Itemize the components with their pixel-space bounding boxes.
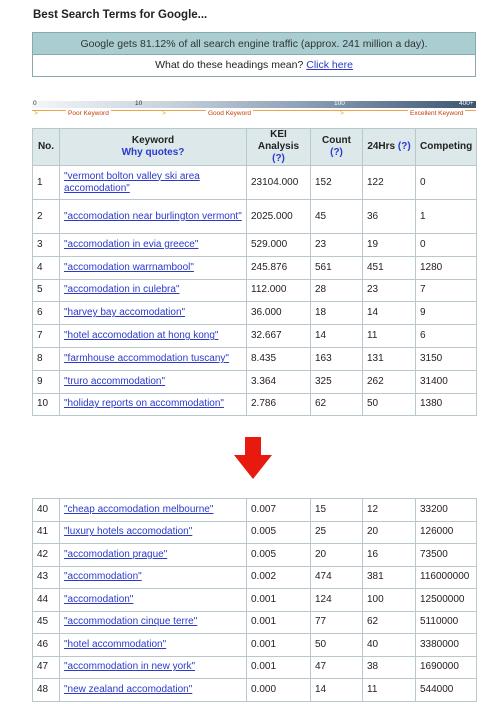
count-value-cell: 15 [311,499,363,522]
count-value-cell: 77 [311,611,363,634]
table-row [33,166,477,200]
hrs-value-cell: 50 [363,393,416,416]
hrs-value-cell: 100 [363,589,416,612]
keyword-link[interactable]: "accommodation" [64,571,142,583]
count-value-cell: 124 [311,589,363,612]
competing-value-cell: 1380 [416,393,477,416]
hrs-value-cell: 36 [363,200,416,234]
kei-value-cell: 32.667 [247,325,311,348]
keyword-link[interactable]: "cheap accomodation melbourne" [64,503,214,515]
keyword-link-cell [60,589,247,612]
kei-value-cell: 36.000 [247,302,311,325]
hrs-value-cell: 381 [363,566,416,589]
row-number-cell: 9 [33,370,60,393]
hrs-value-cell: 14 [363,302,416,325]
table-row [33,302,477,325]
row-number-cell: 46 [33,634,60,657]
table-row [33,679,477,702]
scale-arrow-icon: > [162,110,166,117]
competing-value-cell: 73500 [416,544,477,567]
table-row [33,200,477,234]
table-header-row [33,129,477,166]
kei-value-cell: 2025.000 [247,200,311,234]
count-value-cell: 28 [311,279,363,302]
row-number-cell: 10 [33,393,60,416]
competing-value-cell: 12500000 [416,589,477,612]
kei-value-cell: 2.786 [247,393,311,416]
hrs-value-cell: 451 [363,256,416,279]
scale-tick: 100 [334,100,345,107]
hrs-value-cell: 131 [363,347,416,370]
table-row [33,347,477,370]
scale-tick: 10 [135,100,143,107]
count-value-cell: 474 [311,566,363,589]
kei-value-cell: 8.435 [247,347,311,370]
keyword-table-bottom [32,498,477,702]
hrs-value-cell: 11 [363,325,416,348]
table-row [33,566,477,589]
kei-value-cell: 0.001 [247,611,311,634]
kei-value-cell: 0.005 [247,521,311,544]
count-value-cell: 18 [311,302,363,325]
competing-value-cell: 1 [416,200,477,234]
count-value-cell: 152 [311,166,363,200]
info-box [32,32,476,77]
hrs-help-link[interactable]: (?) [397,141,411,152]
keyword-link-cell [60,370,247,393]
header-count [311,129,363,166]
row-number-cell: 41 [33,521,60,544]
row-number-cell: 7 [33,325,60,348]
kei-value-cell: 0.001 [247,634,311,657]
row-number-cell: 43 [33,566,60,589]
keyword-link-cell [60,347,247,370]
keyword-link-cell [60,256,247,279]
table-row [33,589,477,612]
click-here-link[interactable]: Click here [306,59,353,71]
count-value-cell: 14 [311,679,363,702]
keyword-link[interactable]: "accommodation in new york" [64,661,196,673]
competing-value-cell: 544000 [416,679,477,702]
row-number-cell: 5 [33,279,60,302]
keyword-link-cell [60,656,247,679]
table-row [33,634,477,657]
hrs-value-cell: 12 [363,499,416,522]
keyword-link-cell [60,200,247,234]
keyword-link-cell [60,393,247,416]
header-kei [247,129,311,166]
scale-label-excellent: Excellent Keyword [410,110,464,117]
competing-value-cell: 116000000 [416,566,477,589]
keyword-link[interactable]: "truro accommodation" [64,375,166,387]
hrs-value-cell: 40 [363,634,416,657]
count-value-cell: 163 [311,347,363,370]
keyword-link-cell [60,279,247,302]
table-row [33,325,477,348]
count-value-cell: 62 [311,393,363,416]
competing-value-cell: 6 [416,325,477,348]
competing-value-cell: 7 [416,279,477,302]
scale-gradient-bar [32,101,476,108]
traffic-info: Google gets 81.12% of all search engine traffic (approx. 241 million a day). [33,33,475,55]
keyword-link[interactable]: "hotel accomodation at hong kong" [64,330,219,342]
keyword-link-cell [60,325,247,348]
competing-value-cell: 1280 [416,256,477,279]
headings-question: What do these headings mean? [155,59,307,71]
keyword-link-cell [60,566,247,589]
competing-value-cell: 5110000 [416,611,477,634]
keyword-link[interactable]: "accomodation" [64,593,134,605]
count-value-cell: 14 [311,325,363,348]
header-24hrs-label: 24Hrs [367,141,396,152]
scale-tick: 400+ [459,100,474,107]
count-value-cell: 561 [311,256,363,279]
table-row [33,544,477,567]
keyword-link[interactable]: "luxury hotels accomodation" [64,526,193,538]
row-number-cell: 48 [33,679,60,702]
row-number-cell: 45 [33,611,60,634]
keyword-link-cell [60,521,247,544]
competing-value-cell: 33200 [416,499,477,522]
kei-value-cell: 0.002 [247,566,311,589]
count-value-cell: 23 [311,234,363,257]
keyword-link[interactable]: "farmhouse accommodation tuscany" [64,352,229,364]
scale-tick: 0 [33,100,37,107]
kei-value-cell: 3.364 [247,370,311,393]
row-number-cell: 40 [33,499,60,522]
header-no: No. [33,129,60,166]
table-row [33,234,477,257]
row-number-cell: 3 [33,234,60,257]
competing-value-cell: 3380000 [416,634,477,657]
keyword-link-cell [60,679,247,702]
keyword-link-cell [60,611,247,634]
keyword-link[interactable]: "accomodation prague" [64,548,168,560]
table-row [33,370,477,393]
header-keyword-label: Keyword [131,135,175,146]
count-value-cell: 25 [311,521,363,544]
kei-value-cell: 0.001 [247,589,311,612]
keyword-link[interactable]: "vermont bolton valley ski area accomodation" [64,170,200,194]
keyword-link-cell [60,234,247,257]
row-number-cell: 6 [33,302,60,325]
header-count-label: Count [322,135,351,146]
header-keyword [60,129,247,166]
keyword-link[interactable]: "accommodation cinque terre" [64,616,198,628]
hrs-value-cell: 16 [363,544,416,567]
down-arrow-icon [234,437,272,479]
count-value-cell: 50 [311,634,363,657]
hrs-value-cell: 19 [363,234,416,257]
keyword-link-cell [60,166,247,200]
keyword-link[interactable]: "accomodation near burlington vermont" [64,210,242,222]
kei-scale [32,101,476,119]
hrs-value-cell: 262 [363,370,416,393]
row-number-cell: 44 [33,589,60,612]
scale-label-poor: Poor Keyword [68,110,109,117]
competing-value-cell: 0 [416,166,477,200]
row-number-cell: 47 [33,656,60,679]
header-kei-label: KEI Analysis [257,129,300,152]
competing-value-cell: 31400 [416,370,477,393]
competing-value-cell: 1690000 [416,656,477,679]
keyword-link-cell [60,634,247,657]
count-help-link[interactable]: (?) [330,147,343,158]
hrs-value-cell: 38 [363,656,416,679]
page-title: Best Search Terms for Google... [33,9,208,21]
hrs-value-cell: 11 [363,679,416,702]
header-24hrs [363,129,416,166]
table-row [33,256,477,279]
keyword-link-cell [60,302,247,325]
keyword-link[interactable]: "holiday reports on accommodation" [64,398,224,410]
kei-value-cell: 529.000 [247,234,311,257]
count-value-cell: 325 [311,370,363,393]
competing-value-cell: 3150 [416,347,477,370]
table-row [33,393,477,416]
count-value-cell: 20 [311,544,363,567]
kei-help-link[interactable]: (?) [272,153,285,164]
keyword-link[interactable]: "harvey bay accomodation" [64,307,186,319]
competing-value-cell: 9 [416,302,477,325]
keyword-table-top [32,128,477,416]
table-row [33,656,477,679]
count-value-cell: 47 [311,656,363,679]
row-number-cell: 2 [33,200,60,234]
hrs-value-cell: 122 [363,166,416,200]
kei-value-cell: 0.001 [247,656,311,679]
competing-value-cell: 0 [416,234,477,257]
table-row [33,521,477,544]
headings-help [33,55,475,76]
kei-value-cell: 245.876 [247,256,311,279]
row-number-cell: 1 [33,166,60,200]
hrs-value-cell: 62 [363,611,416,634]
why-quotes-link[interactable]: Why quotes? [121,147,185,158]
competing-value-cell: 126000 [416,521,477,544]
row-number-cell: 42 [33,544,60,567]
table-row [33,611,477,634]
row-number-cell: 8 [33,347,60,370]
row-number-cell: 4 [33,256,60,279]
keyword-link[interactable]: "accomodation in evia greece" [64,238,199,250]
keyword-link[interactable]: "hotel accommodation" [64,638,167,650]
keyword-link[interactable]: "new zealand accomodation" [64,683,193,695]
kei-value-cell: 112.000 [247,279,311,302]
hrs-value-cell: 20 [363,521,416,544]
kei-value-cell: 0.005 [247,544,311,567]
scale-label-good: Good Keyword [208,110,251,117]
scale-arrow-icon: > [340,110,344,117]
scale-arrow-icon: > [34,110,38,117]
keyword-link-cell [60,544,247,567]
table-row [33,279,477,302]
header-competing: Competing [416,129,477,166]
table-row [33,499,477,522]
kei-value-cell: 0.000 [247,679,311,702]
keyword-link[interactable]: "accomodation in culebra" [64,284,180,296]
hrs-value-cell: 23 [363,279,416,302]
kei-value-cell: 23104.000 [247,166,311,200]
kei-value-cell: 0.007 [247,499,311,522]
keyword-link-cell [60,499,247,522]
keyword-link[interactable]: "accomodation warrnambool" [64,261,194,273]
count-value-cell: 45 [311,200,363,234]
